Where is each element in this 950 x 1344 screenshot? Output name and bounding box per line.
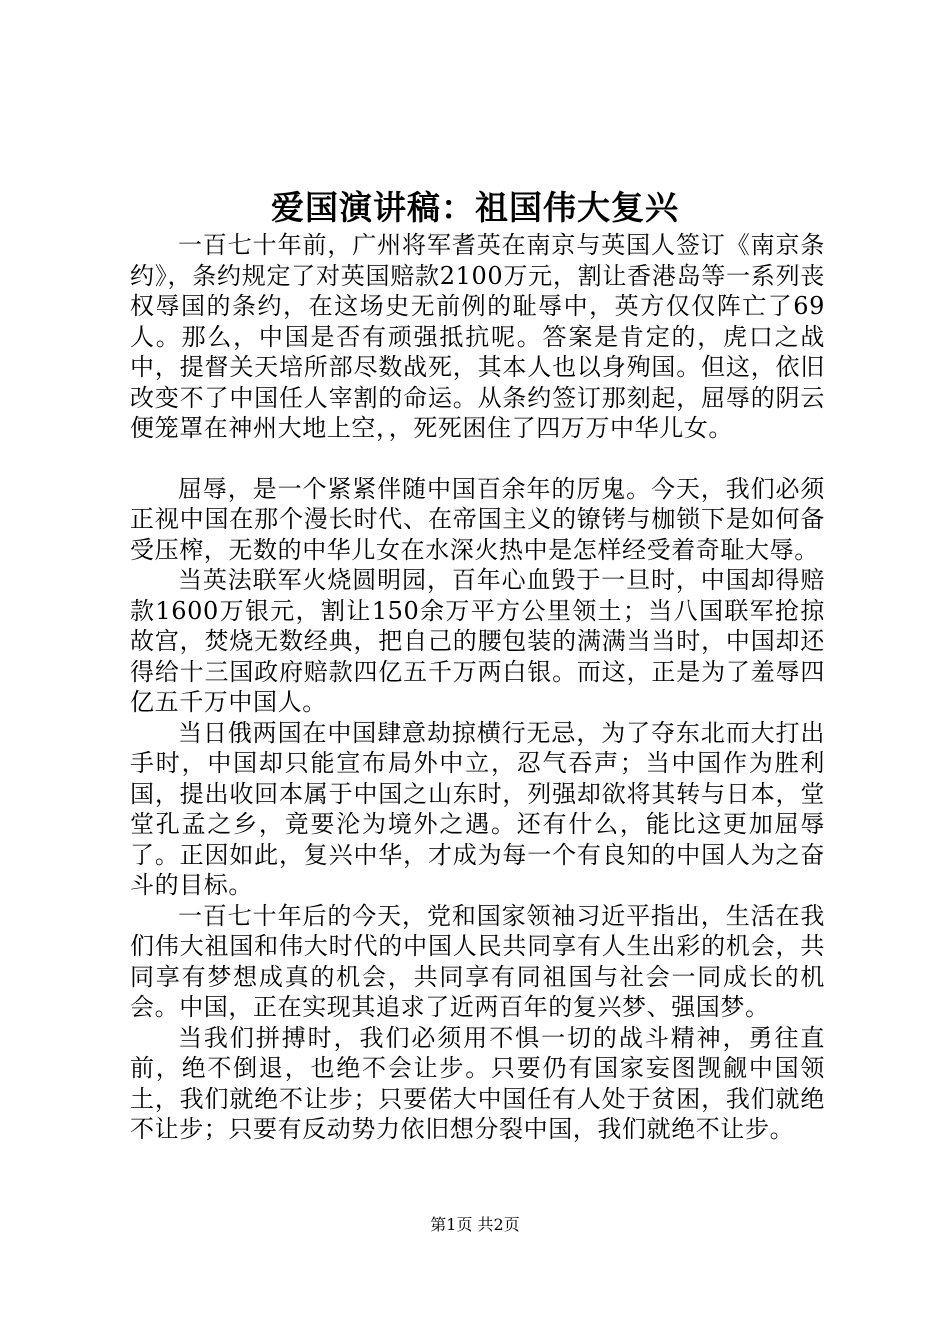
paragraph-3: 当英法联军火烧圆明园，百年心血毁于一旦时，中国却得赔款1600万银元，割让150余万平方公里领土；当八国联军抢掠故宫，焚烧无数经典，把自己的腰包装的满满当当时，中国却还得给十三国政府赔款四亿五千万两白银。而这，正是为了羞辱四亿五千万中国人。 [130,566,825,716]
paragraph-4: 当日俄两国在中国肆意劫掠横行无忌，为了夺东北而大打出手时，中国却只能宣布局外中立，忍气吞声；当中国作为胜利国，提出收回本属于中国之山东时，列强却欲将其转与日本，堂堂孔孟之乡，竟要沦为境外之遇。还有什么，能比这更加屈辱了。正因如此，复兴中华，才成为每一个有良知的中国人为之奋斗的目标。 [130,718,825,899]
page-number-footer: 第1页 共2页 [430,1215,520,1234]
paragraph-6: 当我们拼搏时，我们必须用不惧一切的战斗精神，勇往直前，绝不倒退，也绝不会让步。只要仍有国家妄图觊觎中国领土，我们就绝不让步；只要偌大中国任有人处于贫困，我们就绝不让步；只要有反动势力依旧想分裂中国，我们就绝不让步。 [130,1023,825,1143]
paragraph-2: 屈辱，是一个紧紧伴随中国百余年的厉鬼。今天，我们必须正视中国在那个漫长时代、在帝国主义的镣铐与枷锁下是如何备受压榨，无数的中华儿女在水深火热中是怎样经受着奇耻大辱。 [130,474,825,564]
paragraph-5: 一百七十年后的今天，党和国家领袖习近平指出，生活在我们伟大祖国和伟大时代的中国人民共同享有人生出彩的机会，共同享有梦想成真的机会，共同享有同祖国与社会一同成长的机会。中国，正在实现其追求了近两百年的复兴梦、强国梦。 [130,901,825,1021]
paragraph-1: 一百七十年前，广州将军耆英在南京与英国人签订《南京条约》，条约规定了对英国赔款2100万元，割让香港岛等一系列丧权辱国的条约，在这场史无前例的耻辱中，英方仅仅阵亡了69人。那么，中国是否有顽强抵抗呢。答案是肯定的，虎口之战中，提督关天培所部尽数战死，其本人也以身殉国。但这，依旧改变不了中国任人宰割的命运。从条约签订那刻起，屈辱的阴云便笼罩在神州大地上空，，死死困住了四万万中华儿女。 [130,231,825,442]
document-title: 爱国演讲稿：祖国伟大复兴 [271,188,679,227]
document-body [130,230,825,1145]
